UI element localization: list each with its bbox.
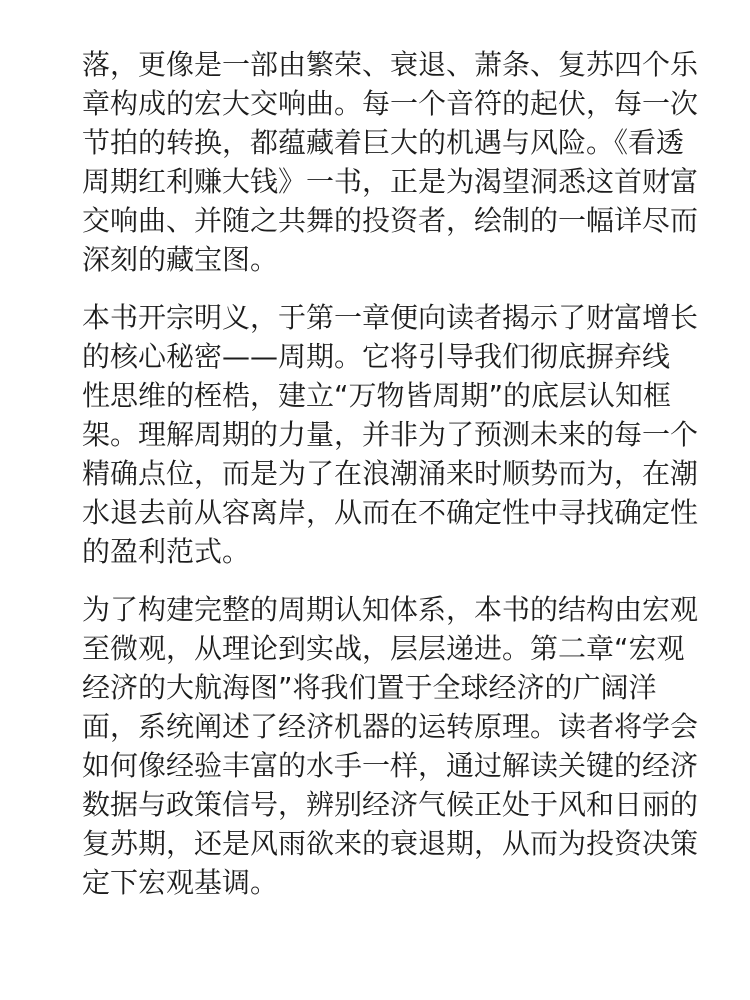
paragraph-2 bbox=[82, 298, 699, 571]
text-line: 水退去前从容离岸，从而在不确定性中寻找确定性 bbox=[82, 496, 699, 529]
text-line: 至微观，从理论到实战，层层递进。第二章“宏观 bbox=[82, 632, 685, 665]
paragraph-1 bbox=[82, 45, 699, 279]
text-line: 交响曲、并随之共舞的投资者，绘制的一幅详尽而 bbox=[82, 204, 699, 237]
text-line: 经济的大航海图”将我们置于全球经济的广阔洋 bbox=[82, 671, 657, 704]
text-line: 周期红利赚大钱》一书，正是为渴望洞悉这首财富 bbox=[82, 165, 699, 198]
text-line: 本书开宗明义，于第一章便向读者揭示了财富增长 bbox=[82, 301, 699, 334]
text-line: 为了构建完整的周期认知体系，本书的结构由宏观 bbox=[82, 593, 699, 626]
text-line: 定下宏观基调。 bbox=[82, 866, 279, 899]
text-line: 如何像经验丰富的水手一样，通过解读关键的经济 bbox=[82, 749, 699, 782]
text-line: 的核心秘密——周期。它将引导我们彻底摒弃线 bbox=[82, 340, 671, 373]
text-line: 的盈利范式。 bbox=[82, 535, 251, 568]
text-line: 架。理解周期的力量，并非为了预测未来的每一个 bbox=[82, 418, 699, 451]
text-line: 章构成的宏大交响曲。每一个音符的起伏，每一次 bbox=[82, 87, 699, 120]
text-line: 深刻的藏宝图。 bbox=[82, 243, 279, 276]
text-line: 节拍的转换，都蕴藏着巨大的机遇与风险。《看透 bbox=[82, 126, 685, 159]
text-line: 数据与政策信号，辨别经济气候正处于风和日丽的 bbox=[82, 788, 699, 821]
text-line: 精确点位，而是为了在浪潮涌来时顺势而为，在潮 bbox=[82, 457, 699, 490]
text-line: 落，更像是一部由繁荣、衰退、萧条、复苏四个乐 bbox=[82, 48, 699, 81]
text-line: 面，系统阐述了经济机器的运转原理。读者将学会 bbox=[82, 710, 699, 743]
text-line: 性思维的桎梏，建立“万物皆周期”的底层认知框 bbox=[82, 379, 672, 412]
paragraph-3 bbox=[82, 590, 699, 902]
text-line: 复苏期，还是风雨欲来的衰退期，从而为投资决策 bbox=[82, 827, 699, 860]
document-page bbox=[82, 45, 699, 921]
